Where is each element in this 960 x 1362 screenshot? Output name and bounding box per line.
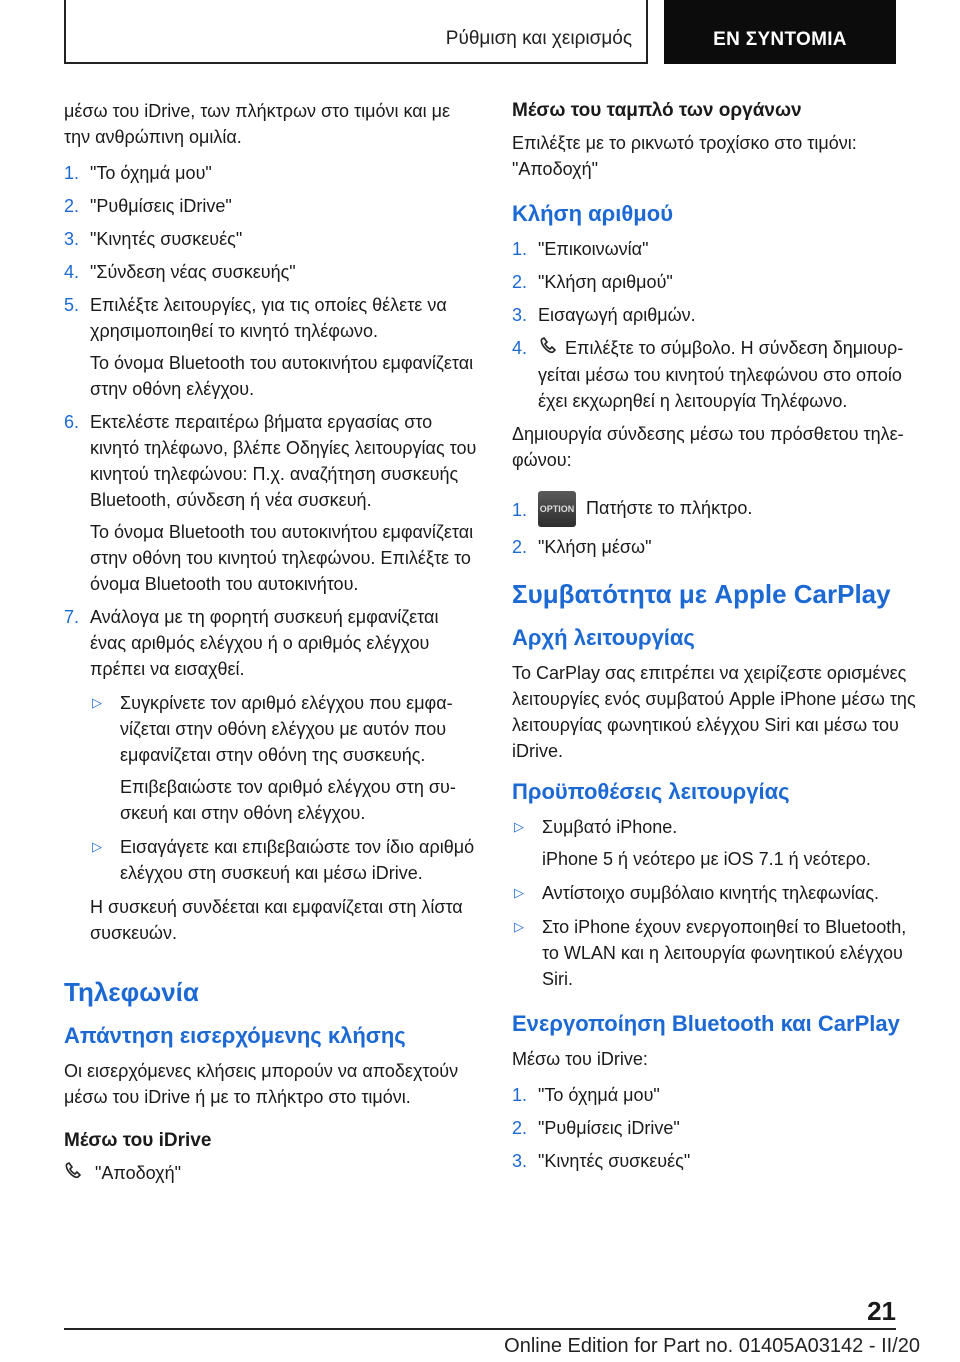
intro-text: μέσω του iDrive, των πλήκτρων στο τιμόνι και με την ανθρώπινη ομιλία. xyxy=(64,101,451,147)
list-item: 1. "Το όχημά μου" xyxy=(512,1085,660,1106)
heading-telephony: Τηλεφωνία xyxy=(64,977,199,1007)
list-item: 2. "Ρυθμίσεις iDrive" xyxy=(512,1118,680,1139)
dashboard-text: Επιλέξτε με το ρικνωτό τροχίσκο στο τιμόνι: "Αποδοχή" xyxy=(512,133,857,179)
principle-text: Το CarPlay σας επιτρέπει να χειρίζεστε ορισμένες λειτουργίες ενός συμβατού Apple iPhone μέσω της λειτουργίας φωνητικού ελέγχου Siri και μέσω του iDrive. xyxy=(512,663,916,762)
list-item: 3. "Κινητές συσκευές" xyxy=(64,229,243,249)
bullet-item: ▷ Συγκρίνετε τον αριθμό ελέγχου που εμφανίζεται στην οθόνη ελέγχου με αυτόν που εμφανίζεται στην οθόνη της συσκευής. Επιβεβαιώστε τον αριθμό ελέγχου στη συσκευή και στην οθόνη ελέγχου. xyxy=(90,690,478,826)
section-title: Ρύθμιση και χειρισμός xyxy=(445,28,632,49)
option-button-icon: OPTION xyxy=(538,491,576,527)
list-item: 1. OPTION Πατήστε το πλήκτρο. xyxy=(512,491,926,527)
call-number-steps xyxy=(512,236,926,414)
bullet-item: ▷ Συμβατό iPhone. iPhone 5 ή νεότερο με iOS 7.1 ή νεότερο. xyxy=(512,814,926,872)
list-item: 4. "Σύνδεση νέας συσκευής" xyxy=(64,262,296,282)
bullet-item: ▷ Στο iPhone έχουν ενεργοποιηθεί το Bluetooth, το WLAN και η λειτουργία φωνητικού ελέγχου Siri. xyxy=(512,914,926,992)
list-item: 1. "Το όχημά μου" xyxy=(64,163,212,183)
list-item: 4. Επιλέξτε το σύμβολο. Η σύνδεση δημιουργείται μέσω του κινητού τηλεφώνου στο οποίο έχει εκχωρηθεί η λειτουργία Τηλέφωνο. xyxy=(512,338,904,412)
heading-principle: Αρχή λειτουργίας xyxy=(512,625,695,651)
step-note: Το όνομα Bluetooth του αυτοκινήτου εμφανίζεται στην οθόνη του κινητού τηλεφώνου. Επιλέξτε το όνομα Bluetooth του αυτοκινήτου. xyxy=(90,522,474,594)
left-column xyxy=(64,98,478,1187)
phone-icon xyxy=(538,336,560,362)
section-tab xyxy=(64,0,648,64)
footer-divider xyxy=(64,1328,896,1330)
list-item: 2. "Κλήση μέσω" xyxy=(512,537,652,558)
pairing-steps xyxy=(64,160,478,946)
check-number-options xyxy=(90,690,478,886)
step-note: Το όνομα Bluetooth του αυτοκινήτου εμφανίζεται στην οθόνη ελέγχου. xyxy=(90,353,474,399)
list-item: 7. Ανάλογα με τη φορητή συσκευή εμφανίζεται ένας αριθμός ελέγχου ή ο αριθμός ελέγχου πρέπει να εισαχθεί. ▷ Συγκρίνετε τον αριθμό ελέγχου που εμφανίζεται στην οθόνη ελέγχου με αυτόν που εμφανίζεται στην οθόνη της συσκευής. Επιβεβαιώστε τον αριθμό ελέγχου στη συσκευή και στην οθόνη ελέγχου. ▷ Εισαγάγετε και επιβεβαιώστε τον ίδιο αριθμό ελέγχου στη συσκευή και μέσω iDrive. Η συσκευή συνδέεται και εμφανίζεται στη λίστα συσκευών. xyxy=(64,604,478,946)
accept-line: "Αποδοχή" xyxy=(64,1160,478,1187)
right-column xyxy=(512,98,926,1181)
list-item: 5. Επιλέξτε λειτουργίες, για τις οποίες θέλετε να χρησιμοποιηθεί το κινητό τηλέφωνο. Το όνομα Bluetooth του αυτοκινήτου εμφανίζεται στην οθόνη ελέγχου. xyxy=(64,292,478,402)
heading-carplay: Συμβατότητα με Apple CarPlay xyxy=(512,579,891,610)
prerequisites-list xyxy=(512,814,926,992)
chapter-tab xyxy=(664,0,896,64)
phone-icon xyxy=(64,1161,84,1187)
list-item: 2. "Κλήση αριθμού" xyxy=(512,272,673,292)
bullet-note: Επιβεβαιώστε τον αριθμό ελέγχου στη συσκευή και στην οθόνη ελέγχου. xyxy=(120,777,456,823)
triangle-bullet-icon: ▷ xyxy=(92,839,102,854)
activate-text: Μέσω του iDrive: xyxy=(512,1049,648,1070)
activate-steps xyxy=(512,1082,926,1174)
list-item: 3. "Κινητές συσκευές" xyxy=(512,1151,691,1172)
step-result: Η συσκευή συνδέεται και εμφανίζεται στη λίστα συσκευών. xyxy=(90,897,463,943)
page-number: 21 xyxy=(867,1296,896,1326)
page-header xyxy=(64,0,896,66)
answer-text: Οι εισερχόμενες κλήσεις μπορούν να αποδεχτούν μέσω του iDrive ή με το πλήκτρο στο τιμόνι. xyxy=(64,1061,459,1107)
list-item: 3. Εισαγωγή αριθμών. xyxy=(512,305,696,325)
extra-phone-text: Δημιουργία σύνδεσης μέσω του πρόσθετου τηλεφώνου: xyxy=(512,424,904,471)
heading-prerequisites: Προϋποθέσεις λειτουργίας xyxy=(512,779,790,805)
heading-answer-call: Απάντηση εισερχόμενης κλήσης xyxy=(64,1023,406,1048)
triangle-bullet-icon: ▷ xyxy=(92,695,102,710)
triangle-bullet-icon: ▷ xyxy=(514,819,524,835)
list-item: 1. "Επικοινωνία" xyxy=(512,239,649,259)
bullet-item: ▷ Αντίστοιχο συμβόλαιο κινητής τηλεφωνίας. xyxy=(512,880,926,906)
bullet-item: ▷ Εισαγάγετε και επιβεβαιώστε τον ίδιο αριθμό ελέγχου στη συσκευή και μέσω iDrive. xyxy=(90,834,478,886)
extra-phone-steps xyxy=(512,491,926,560)
edition-text: Online Edition for Part no. 01405A03142 - II/20 xyxy=(504,1335,920,1357)
triangle-bullet-icon: ▷ xyxy=(514,919,524,935)
heading-via-dashboard: Μέσω του ταμπλό των οργάνων xyxy=(512,100,802,121)
bullet-note: iPhone 5 ή νεότερο με iOS 7.1 ή νεότερο. xyxy=(542,849,871,870)
heading-call-number: Κλήση αριθμού xyxy=(512,201,674,226)
list-item: 2. "Ρυθμίσεις iDrive" xyxy=(64,196,232,216)
triangle-bullet-icon: ▷ xyxy=(514,885,524,901)
chapter-title: ΕΝ ΣΥΝΤΟΜΙΑ xyxy=(713,29,847,50)
list-item: 6. Εκτελέστε περαιτέρω βήματα εργασίας στο κινητό τηλέφωνο, βλέπε Οδηγίες λειτουργίας του κινητού τηλεφώνου: Π.χ. αναζήτηση συσκευής Bluetooth, σύνδεση ή νέα συσκευή. Το όνομα Bluetooth του αυτοκινήτου εμφανίζεται στην οθόνη του κινητού τηλεφώνου. Επιλέξτε το όνομα Bluetooth του αυτοκινήτου. xyxy=(64,409,478,597)
heading-activate: Ενεργοποίηση Bluetooth και CarPlay xyxy=(512,1011,900,1037)
heading-via-idrive: Μέσω του iDrive xyxy=(64,1130,212,1151)
